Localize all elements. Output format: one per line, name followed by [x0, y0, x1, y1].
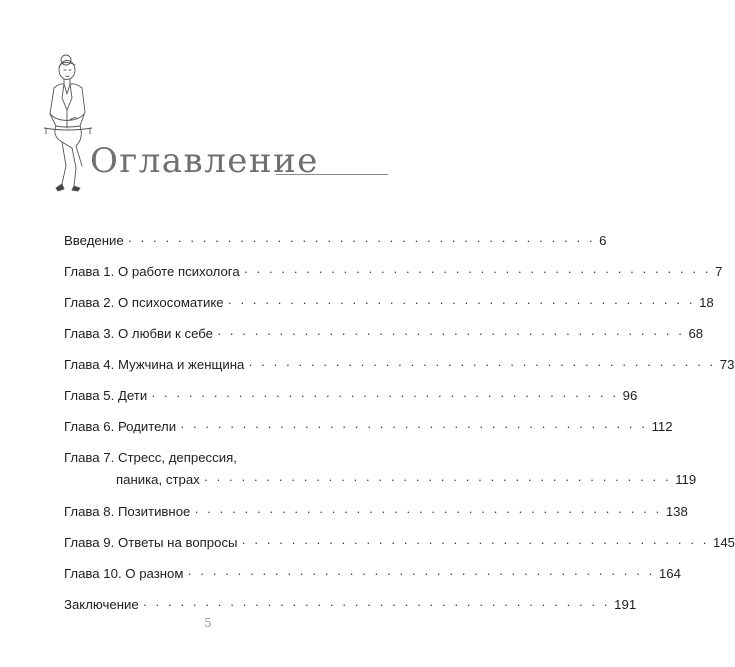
toc-entry-label: Глава 1. О работе психолога [64, 264, 240, 279]
toc-entry-page: 112 [651, 419, 673, 434]
toc-entry-chapter-3 [64, 325, 704, 343]
toc-leader-dots: · · · · · · · · · · · · · · · · · · · · · · · · · · · · · · · · · · · · · · [151, 388, 619, 403]
page-number: 5 [204, 616, 212, 630]
toc-entry-page: 191 [614, 597, 637, 612]
toc-entry-chapter-1 [64, 263, 723, 281]
toc-entry-page: 7 [715, 264, 723, 279]
toc-entry-page: 73 [719, 357, 735, 372]
heading-rule [276, 174, 388, 175]
toc-entry-label: Глава 8. Позитивное [64, 504, 191, 519]
toc-entry-page: 164 [658, 566, 681, 581]
toc-entry-chapter-9 [64, 534, 735, 552]
toc-leader-dots: · · · · · · · · · · · · · · · · · · · · · · · · · · · · · · · · · · · · · · [248, 357, 716, 372]
heading-row [90, 136, 390, 186]
toc-leader-dots: · · · · · · · · · · · · · · · · · · · · · · · · · · · · · · · · · · · · · · [187, 566, 655, 581]
toc-entry-label: Глава 3. О любви к себе [64, 326, 213, 341]
toc-leader-dots: · · · · · · · · · · · · · · · · · · · · · · · · · · · · · · · · · · · · · · [217, 326, 685, 341]
toc-entry-page: 119 [675, 472, 697, 487]
toc-entry-chapter-10 [64, 565, 681, 583]
toc-entry-page: 96 [622, 388, 638, 403]
toc-entry-chapter-6 [64, 418, 673, 436]
toc-leader-dots: · · · · · · · · · · · · · · · · · · · · · · · · · · · · · · · · · · · · · · [241, 535, 709, 550]
toc-entry-chapter-7-line-1 [64, 449, 352, 467]
toc-entry-label: Глава 7. Стресс, депрессия, [64, 450, 237, 465]
toc-entry-label: Глава 10. О разном [64, 566, 184, 581]
toc-entry-label: Глава 6. Родители [64, 419, 177, 434]
toc-entry-label: Глава 5. Дети [64, 388, 148, 403]
toc-entry-chapter-2 [64, 294, 714, 312]
toc-entry-page: 145 [713, 535, 735, 550]
toc-entry-label: Введение [64, 233, 124, 248]
toc-entry-page: 68 [688, 326, 704, 341]
toc-entry-intro [64, 232, 607, 250]
toc-leader-dots: · · · · · · · · · · · · · · · · · · · · · · · · · · · · · · · · · · · · · · [203, 472, 672, 487]
toc-entry-label: Глава 9. Ответы на вопросы [64, 535, 238, 550]
toc-leader-dots: · · · · · · · · · · · · · · · · · · · · · · · · · · · · · · · · · · · · · · [142, 597, 611, 612]
toc-entry-chapter-7-line-2 [116, 471, 697, 489]
toc-entry-conclusion [64, 596, 637, 614]
toc-entry-page: 138 [665, 504, 688, 519]
toc-entry-chapter-4 [64, 356, 735, 374]
toc-leader-dots: · · · · · · · · · · · · · · · · · · · · · · · · · · · · · · · · · · · · · · [127, 233, 596, 248]
toc-leader-dots: · · · · · · · · · · · · · · · · · · · · · · · · · · · · · · · · · · · · · · [243, 264, 712, 279]
toc-entry-label-continued: паника, страх [116, 472, 200, 487]
toc-entry-label: Заключение [64, 597, 139, 612]
toc-entry-label: Глава 2. О психосоматике [64, 295, 224, 310]
toc-leader-dots: · · · · · · · · · · · · · · · · · · · · · · · · · · · · · · · · · · · · · · [180, 419, 648, 434]
toc-leader-dots: · · · · · · · · · · · · · · · · · · · · · · · · · · · · · · · · · · · · · · [194, 504, 662, 519]
toc-entry-label: Глава 4. Мужчина и женщина [64, 357, 245, 372]
toc-entry-page: 6 [599, 233, 607, 248]
toc-entry-chapter-5 [64, 387, 638, 405]
page-title: Оглавление [90, 141, 319, 181]
toc-entry-page: 18 [699, 295, 714, 310]
toc-leader-dots: · · · · · · · · · · · · · · · · · · · · · · · · · · · · · · · · · · · · · · [227, 295, 696, 310]
toc-entry-chapter-8 [64, 503, 688, 521]
